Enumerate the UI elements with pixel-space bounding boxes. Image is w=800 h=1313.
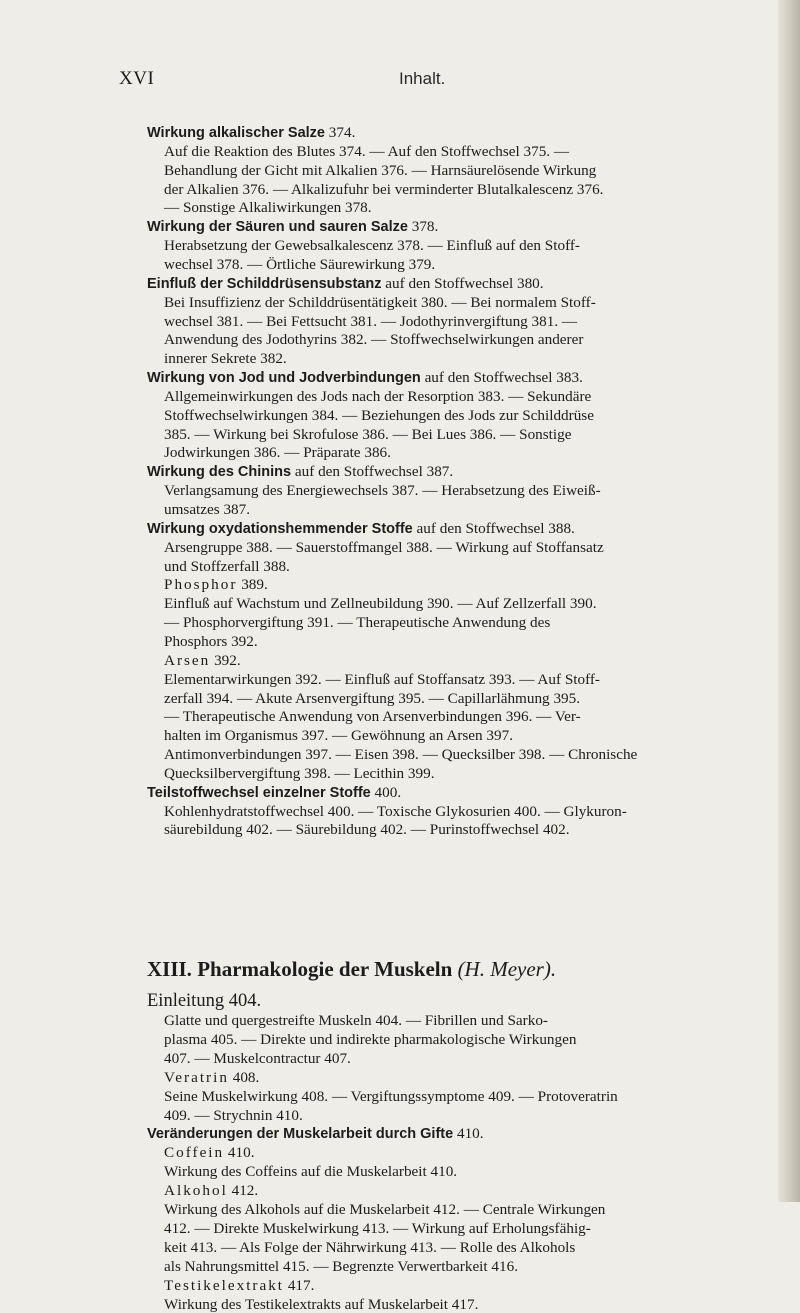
- entry-line: Behandlung der Gicht mit Alkalien 376. — Harnsäurelösende Wirkung: [164, 161, 597, 179]
- section-heading-title: Wirkung der Säuren und sauren Salze: [147, 219, 408, 236]
- section-heading-page: auf den Stoffwechsel 380.: [381, 274, 544, 292]
- section-heading-title: Wirkung des Chinins: [147, 464, 292, 481]
- entry-line: Allgemeinwirkungen des Jods nach der Resorption 383. — Sekundäre: [164, 387, 592, 405]
- subsection-heading: [164, 653, 241, 669]
- entry-line: plasma 405. — Direkte und indirekte pharmakologische Wirkungen: [164, 1030, 577, 1048]
- chapter-heading: [147, 957, 556, 982]
- chapter-numeral: XIII.: [147, 957, 192, 981]
- page-header: [0, 68, 800, 94]
- section-heading-page: auf den Stoffwechsel 388.: [412, 519, 575, 537]
- subsection-heading-title: Coffein: [164, 1144, 225, 1162]
- subsection-heading-title: Testikelextrakt: [164, 1276, 285, 1294]
- entry-line: wechsel 378. — Örtliche Säurewirkung 379.: [164, 255, 436, 273]
- subsection-heading-page: 408.: [228, 1068, 260, 1086]
- entry-line: Verlangsamung des Energiewechsels 387. — Herabsetzung des Eiweiß-: [164, 482, 601, 500]
- section-heading-page: 400.: [370, 783, 402, 801]
- chapter-author: (H. Meyer).: [457, 957, 557, 981]
- section-heading: [147, 276, 544, 292]
- entry-line: Stoffwechselwirkungen 384. — Beziehungen des Jods zur Schilddrüse: [164, 406, 594, 424]
- entry-line: 409. — Strychnin 410.: [164, 1106, 303, 1124]
- section-heading-page: 374.: [324, 124, 356, 141]
- section-heading: [147, 464, 453, 480]
- page-number: XVI: [119, 68, 155, 89]
- subsection-heading-page: 417.: [284, 1276, 315, 1294]
- section-heading-title: Wirkung oxydationshemmender Stoffe: [147, 520, 413, 537]
- section-heading: [147, 370, 583, 386]
- section-heading: [147, 125, 355, 141]
- subsection-heading-page: 410.: [224, 1144, 255, 1162]
- entry-line: Kohlenhydratstoffwechsel 400. — Toxische Glykosurien 400. — Glykuron-: [164, 802, 627, 820]
- section-heading: [147, 785, 401, 801]
- entry-line: Phosphors 392.: [164, 632, 258, 650]
- section-heading: [147, 521, 575, 537]
- entry-line: — Phosphorvergiftung 391. — Therapeutische Anwendung des: [164, 614, 551, 632]
- entry-line: Quecksilbervergiftung 398. — Lecithin 399.: [164, 764, 435, 782]
- entry-line: halten im Organismus 397. — Gewöhnung an Arsen 397.: [164, 727, 513, 745]
- entry-line: Elementarwirkungen 392. — Einfluß auf Stoffansatz 393. — Auf Stoff-: [164, 670, 600, 688]
- section-heading: [147, 219, 438, 235]
- entry-line: innerer Sekrete 382.: [164, 350, 287, 368]
- entry-line: keit 413. — Als Folge der Nährwirkung 413. — Rolle des Alkohols: [164, 1238, 576, 1256]
- entry-line: Jodwirkungen 386. — Präparate 386.: [164, 444, 391, 462]
- section-heading-page: 378.: [407, 218, 439, 236]
- entry-line: säurebildung 402. — Säurebildung 402. — Purinstoffwechsel 402.: [164, 821, 570, 839]
- subsection-heading-page: 392.: [210, 651, 241, 669]
- entry-line: Arsengruppe 388. — Sauerstoffmangel 388. — Wirkung auf Stoffansatz: [164, 538, 604, 556]
- section-heading: [147, 1126, 484, 1142]
- entry-line: zerfall 394. — Akute Arsenvergiftung 395. — Capillarlähmung 395.: [164, 689, 581, 707]
- section-heading-title: Einfluß der Schilddrüsensubstanz: [147, 275, 382, 292]
- section-heading-page: auf den Stoffwechsel 387.: [291, 463, 454, 481]
- entry-line: Seine Muskelwirkung 408. — Vergiftungssymptome 409. — Protoveratrin: [164, 1087, 618, 1105]
- entry-line: Anwendung des Jodothyrins 382. — Stoffwechselwirkungen anderer: [164, 331, 584, 349]
- section-heading-title: Veränderungen der Muskelarbeit durch Gifte: [147, 1126, 454, 1143]
- intro-heading: Einleitung 404.: [147, 991, 262, 1011]
- subsection-heading: [164, 577, 268, 593]
- subsection-heading-page: 412.: [227, 1182, 259, 1200]
- entry-line: Wirkung des Alkohols auf die Muskelarbeit 412. — Centrale Wirkungen: [164, 1201, 606, 1218]
- entry-line: und Stoffzerfall 388.: [164, 557, 290, 575]
- entry-line: der Alkalien 376. — Alkalizufuhr bei verminderter Blutalkalescenz 376.: [164, 180, 604, 198]
- entry-line: Wirkung des Coffeins auf die Muskelarbeit 410.: [164, 1163, 458, 1181]
- entry-line: 407. — Muskelcontractur 407.: [164, 1049, 351, 1067]
- section-heading-title: Wirkung von Jod und Jodverbindungen: [147, 370, 421, 387]
- running-title: Inhalt.: [399, 69, 446, 88]
- entry-line: Glatte und quergestreifte Muskeln 404. — Fibrillen und Sarko-: [164, 1012, 548, 1029]
- subsection-heading: [164, 1145, 255, 1161]
- section-heading-title: Wirkung alkalischer Salze: [147, 125, 325, 141]
- entry-line: Antimonverbindungen 397. — Eisen 398. — Quecksilber 398. — Chronische: [164, 746, 638, 764]
- entry-line: wechsel 381. — Bei Fettsucht 381. — Jodothyrinvergiftung 381. —: [164, 312, 578, 330]
- section-heading-page: auf den Stoffwechsel 383.: [420, 369, 583, 387]
- entry-line: — Therapeutische Anwendung von Arsenverbindungen 396. — Ver-: [164, 708, 581, 726]
- entry-line: Wirkung des Testikelextrakts auf Muskelarbeit 417.: [164, 1295, 479, 1313]
- subsection-heading: [164, 1183, 258, 1199]
- subsection-heading: [164, 1070, 259, 1086]
- entry-line: als Nahrungsmittel 415. — Begrenzte Verwertbarkeit 416.: [164, 1257, 518, 1275]
- entry-line: Einfluß auf Wachstum und Zellneubildung 390. — Auf Zellzerfall 390.: [164, 595, 597, 613]
- page-edge-shadow: [778, 0, 800, 1202]
- subsection-heading-title: Alkohol: [164, 1182, 228, 1200]
- entry-line: 385. — Wirkung bei Skrofulose 386. — Bei Lues 386. — Sonstige: [164, 425, 572, 443]
- subsection-heading-title: Veratrin: [164, 1068, 229, 1086]
- subsection-heading: [164, 1278, 314, 1294]
- chapter-title: Pharmakologie der Muskeln: [197, 957, 453, 981]
- subsection-heading-title: Phosphor: [164, 576, 238, 594]
- entry-line: Herabsetzung der Gewebsalkalescenz 378. — Einfluß auf den Stoff-: [164, 237, 580, 255]
- entry-line: Bei Insuffizienz der Schilddrüsentätigkeit 380. — Bei normalem Stoff-: [164, 293, 596, 311]
- section-heading-page: 410.: [453, 1125, 484, 1143]
- entry-line: — Sonstige Alkaliwirkungen 378.: [164, 199, 372, 217]
- entry-line: 412. — Direkte Muskelwirkung 413. — Wirkung auf Erholungsfähig-: [164, 1219, 591, 1237]
- subsection-heading-page: 389.: [237, 576, 268, 594]
- subsection-heading-title: Arsen: [164, 651, 211, 669]
- section-heading-title: Teilstoffwechsel einzelner Stoffe: [147, 784, 371, 801]
- entry-line: Auf die Reaktion des Blutes 374. — Auf den Stoffwechsel 375. —: [164, 142, 570, 160]
- entry-line: umsatzes 387.: [164, 501, 251, 518]
